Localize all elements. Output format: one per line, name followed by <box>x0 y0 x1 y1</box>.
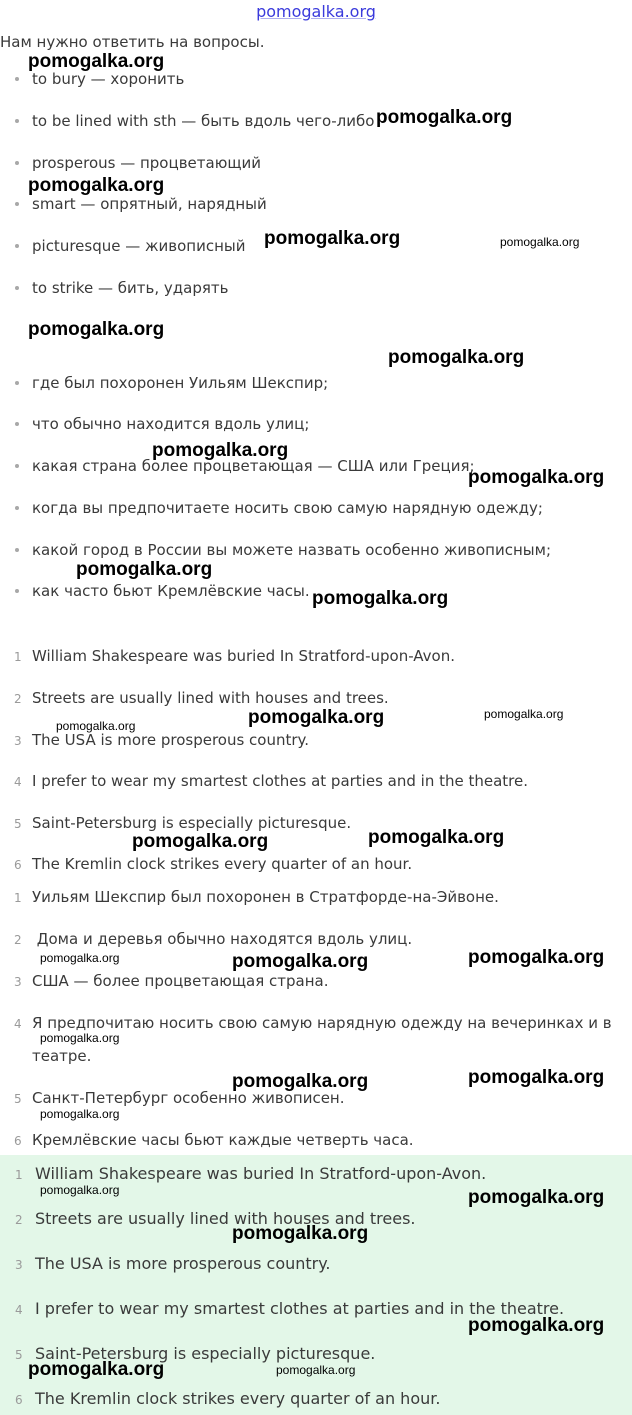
watermark: pomogalka.org <box>28 51 165 72</box>
vocab-item: prosperous — процветающий <box>15 154 261 172</box>
watermark: pomogalka.org <box>76 559 213 580</box>
answer-ru-item: 6 Кремлёвские часы бьют каждые четверть часа. <box>14 1131 414 1149</box>
watermark: pomogalka.org <box>484 707 564 721</box>
bullet-icon <box>15 548 19 552</box>
watermark: pomogalka.org <box>28 319 165 340</box>
answer-en-item: 3 The USA is more prosperous country. <box>14 731 310 749</box>
watermark: pomogalka.org <box>376 107 513 128</box>
vocab-item: to bury — хоронить <box>15 70 184 88</box>
bullet-icon <box>15 202 19 206</box>
question-item: какая страна более процветающая — США или Греция; <box>15 457 475 475</box>
watermark: pomogalka.org <box>264 228 401 249</box>
item-number: 6 <box>14 1134 22 1148</box>
watermark: pomogalka.org <box>40 951 120 965</box>
vocab-item: to be lined with sth — быть вдоль чего-либо <box>15 112 374 130</box>
watermark: pomogalka.org <box>40 1107 120 1121</box>
watermark: pomogalka.org <box>232 951 369 972</box>
watermark: pomogalka.org <box>468 467 605 488</box>
watermark: pomogalka.org <box>248 707 385 728</box>
answer-en-item: 5 Saint-Petersburg is especially picturesque. <box>14 814 352 832</box>
bullet-icon <box>15 286 19 290</box>
watermark: pomogalka.org <box>40 1183 120 1197</box>
question-item: когда вы предпочитаете носить свою самую нарядную одежду; <box>15 499 543 517</box>
answer-ru-item: 4 Я предпочитаю носить свою самую нарядную одежду на вечеринках и в <box>14 1014 612 1032</box>
intro-text: Нам нужно ответить на вопросы. <box>0 33 265 51</box>
vocab-item: smart — опрятный, нарядный <box>15 195 267 213</box>
answer-en-item: 1 William Shakespeare was buried In Stratford-upon-Avon. <box>14 647 456 665</box>
answer-ru-item: 1 Уильям Шекспир был похоронен в Стратфорде-на-Эйвоне. <box>14 888 499 906</box>
question-item: где был похоронен Уильям Шекспир; <box>15 374 328 392</box>
item-number: 2 <box>14 692 22 706</box>
item-number: 3 <box>15 1258 23 1272</box>
answer-en-item: 6 The Kremlin clock strikes every quarter of an hour. <box>14 855 413 873</box>
watermark: pomogalka.org <box>312 588 449 609</box>
bullet-icon <box>15 381 19 385</box>
answer-en-item: 4 I prefer to wear my smartest clothes at parties and in the theatre. <box>14 772 529 790</box>
watermark: pomogalka.org <box>132 831 269 852</box>
bullet-icon <box>15 506 19 510</box>
answer-final-item: 6 The Kremlin clock strikes every quarter of an hour. <box>15 1389 441 1408</box>
watermark: pomogalka.org <box>468 1067 605 1088</box>
answer-final-item: 4 I prefer to wear my smartest clothes at parties and in the theatre. <box>15 1299 565 1318</box>
item-number: 1 <box>15 1168 23 1182</box>
watermark: pomogalka.org <box>276 1363 356 1377</box>
answer-ru-item: 3 США — более процветающая страна. <box>14 972 329 990</box>
watermark: pomogalka.org <box>500 235 580 249</box>
vocab-item: picturesque — живописный <box>15 237 245 255</box>
question-item: что обычно находится вдоль улиц; <box>15 415 309 433</box>
watermark: pomogalka.org <box>468 1315 605 1336</box>
watermark: pomogalka.org <box>468 947 605 968</box>
bullet-icon <box>15 119 19 123</box>
answer-ru-item: 2 Дома и деревья обычно находятся вдоль улиц. <box>14 930 413 948</box>
answer-final-item: 1 William Shakespeare was buried In Stratford-upon-Avon. <box>15 1164 487 1183</box>
item-number: 1 <box>14 650 22 664</box>
item-number: 3 <box>14 975 22 989</box>
vocab-item: to strike — бить, ударять <box>15 279 228 297</box>
item-number: 4 <box>14 1017 22 1031</box>
item-number: 2 <box>15 1213 23 1227</box>
bullet-icon <box>15 77 19 81</box>
bullet-icon <box>15 589 19 593</box>
bullet-icon <box>15 244 19 248</box>
watermark: pomogalka.org <box>28 175 165 196</box>
answer-en-item: 2 Streets are usually lined with houses and trees. <box>14 689 389 707</box>
item-number: 6 <box>15 1393 23 1407</box>
answer-final-item: 5 Saint-Petersburg is especially picturesque. <box>15 1344 376 1363</box>
item-number: 5 <box>14 1092 22 1106</box>
item-number: 6 <box>14 858 22 872</box>
watermark: pomogalka.org <box>368 827 505 848</box>
watermark: pomogalka.org <box>56 719 136 733</box>
question-item: как часто бьют Кремлёвские часы. <box>15 582 310 600</box>
watermark: pomogalka.org <box>468 1187 605 1208</box>
site-header-link[interactable]: pomogalka.org <box>256 2 376 21</box>
watermark: pomogalka.org <box>152 440 289 461</box>
answer-final-item: 2 Streets are usually lined with houses and trees. <box>15 1209 416 1228</box>
item-number: 5 <box>15 1348 23 1362</box>
answer-final-item: 3 The USA is more prosperous country. <box>15 1254 331 1273</box>
item-number: 4 <box>15 1303 23 1317</box>
item-number: 1 <box>14 891 22 905</box>
bullet-icon <box>15 161 19 165</box>
watermark: pomogalka.org <box>388 347 525 368</box>
watermark: pomogalka.org <box>28 1359 165 1380</box>
answer-ru-item: 5 Санкт-Петербург особенно живописен. <box>14 1089 345 1107</box>
watermark: pomogalka.org <box>232 1071 369 1092</box>
answer-ru-item-continuation: театре. <box>32 1047 92 1065</box>
question-item: какой город в России вы можете назвать особенно живописным; <box>15 541 551 559</box>
item-number: 4 <box>14 775 22 789</box>
bullet-icon <box>15 422 19 426</box>
bullet-icon <box>15 464 19 468</box>
item-number: 5 <box>14 817 22 831</box>
watermark: pomogalka.org <box>40 1031 120 1045</box>
item-number: 3 <box>14 734 22 748</box>
watermark: pomogalka.org <box>232 1223 369 1244</box>
item-number: 2 <box>14 933 22 947</box>
